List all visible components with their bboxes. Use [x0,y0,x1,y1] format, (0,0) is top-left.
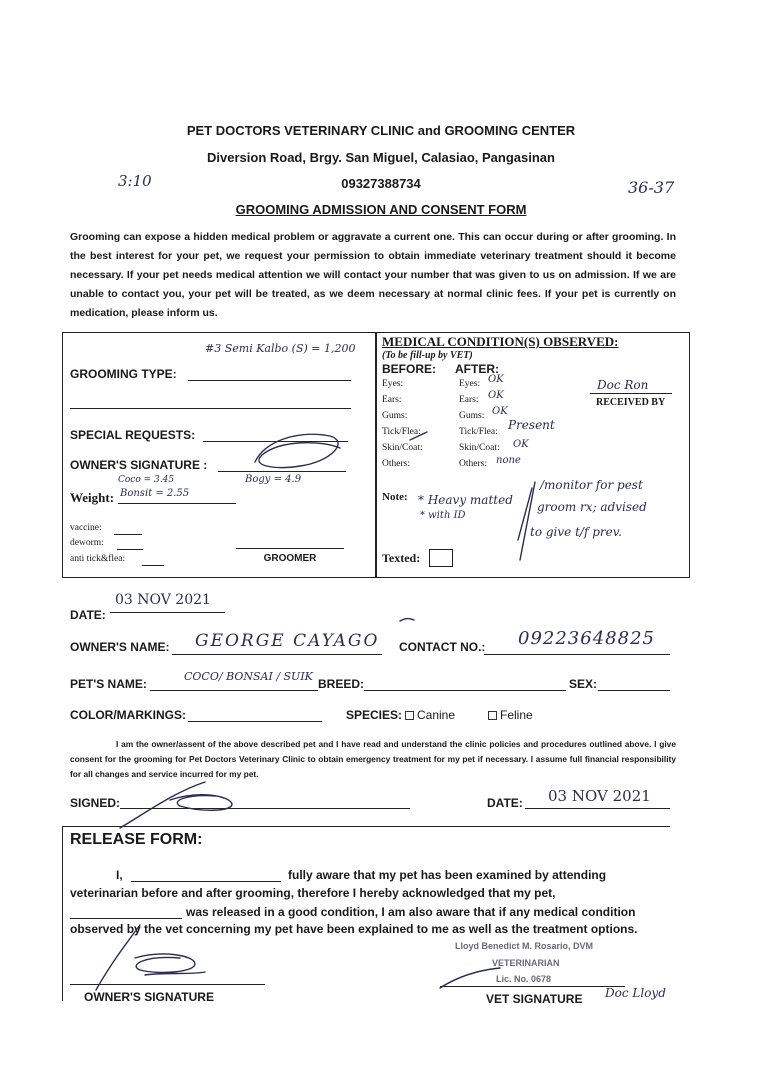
weight-label: Weight: [70,490,115,505]
vet-stamp-line1: Lloyd Benedict M. Rosario, DVM [455,941,594,951]
before-eyes: Eyes: [382,379,404,389]
note-label: Note: [382,491,408,503]
after-gums: Gums: [459,411,485,421]
pet-name-label: PET'S NAME: [70,677,147,691]
clinic-name: PET DOCTORS VETERINARY CLINIC and GROOMING CENTER [186,123,576,138]
note-value-5: to give t/f prev. [530,525,622,539]
after-others: Others: [459,459,487,469]
after-tickflea-value: Present [508,418,555,432]
margin-note-left: 3:10 [118,172,152,190]
owner-signature-scribble [255,434,340,467]
before-tickflea: Tick/Flea: [382,427,421,437]
after-ears: Ears: [459,395,479,405]
after-skincoat: Skin/Coat: [459,443,500,453]
signed-label: SIGNED: [70,796,121,810]
consent-paragraph: I am the owner/assent of the above described pet and I have read and understand the clinic policies and procedures outlined above. I give consent for the grooming for Pet Doctors Veterinary Clinic to obtain emergency treatment for my pet if necessary. I assume full financial responsibility for all changes and service incurred for my pet. [70,739,676,779]
margin-note-right: 36-37 [628,178,675,197]
before-others: Others: [382,459,410,469]
weight-value-1: Coco = 3.45 [118,475,175,485]
note-value-3: /monitor for pest [540,478,643,492]
clinic-phone: 09327388734 [341,176,421,191]
release-line4: observed by the vet concerning my pet have been explained to me as well as the treatment options. [70,922,638,936]
after-label: AFTER: [455,362,499,376]
weight-value-3: Bogy = 4.9 [245,474,302,485]
before-ears: Ears: [382,395,402,405]
vet-signature-label: VET SIGNATURE [486,992,583,1006]
texted-label: Texted: [382,551,421,565]
owner-name-dash [400,619,414,621]
intro-paragraph: Grooming can expose a hidden medical problem or aggravate a current one. This can occur during or after grooming. In the best interest for your pet, we request your permission to obtain immediate veterinary treatment should it become necessary. If your pet needs medical attention we will contact your number that was given to us on admission. If we are unable to contact you, your pet will be treated, as we deem necessary at normal clinic fees. If your pet is currently on medication, please inform us. [70,231,676,319]
vet-stamp-line3: Lic. No. 0678 [496,974,552,984]
note-value-4: groom rx; advised [537,500,647,514]
tick-flea-dash [410,432,427,440]
before-label: BEFORE: [382,362,436,376]
release-line3-suffix: was released in a good condition, I am also aware that if any medical condition [186,905,636,919]
after-ears-value: OK [488,390,504,401]
after-skincoat-value: OK [513,439,529,450]
note-value-2: * with ID [420,510,466,521]
release-line2: veterinarian before and after grooming, therefore I hereby acknowledged that my pet, [70,886,556,900]
contact-value: 09223648825 [518,628,655,649]
feline-label: Feline [500,708,533,722]
vet-stamp-scribble [440,968,500,988]
before-gums: Gums: [382,411,408,421]
release-line1-suffix: fully aware that my pet has been examined by attending [288,868,607,882]
owner-name-value: GEORGE CAYAGO [195,631,380,651]
received-by-value: Doc Ron [597,378,649,392]
before-skincoat: Skin/Coat: [382,443,423,453]
medical-subtitle: (To be fill-up by VET) [382,350,473,361]
form-title: GROOMING ADMISSION AND CONSENT FORM [235,202,527,217]
breed-label: BREED: [318,677,365,691]
grooming-type-value: #3 Semi Kalbo (S) = 1,200 [205,342,356,355]
release-title: RELEASE FORM: [70,831,203,848]
owner-signature-label: OWNER'S SIGNATURE : [70,458,208,472]
received-by-label: RECEIVED BY [596,397,666,408]
date-value: 03 NOV 2021 [115,592,211,608]
sex-label: SEX: [569,677,598,691]
after-tickflea: Tick/Flea: [459,427,498,437]
date2-value: 03 NOV 2021 [548,787,651,805]
date2-label: DATE: [487,796,523,810]
pet-name-value: COCO/ BONSAI / SUIK [184,670,313,683]
groomer-label: GROOMER [263,553,317,564]
weight-value-2: Bonsit = 2.55 [120,488,190,499]
note-divider-stroke-1 [520,482,535,560]
antitick-label: anti tick&flea: [70,554,126,564]
date-label: DATE: [70,608,106,622]
vaccine-label: vaccine: [70,523,102,533]
owner-name-label: OWNER'S NAME: [70,640,170,654]
note-value-1: * Heavy matted [418,493,513,507]
special-requests-label: SPECIAL REQUESTS: [70,428,196,442]
species-label: SPECIES: [346,708,403,722]
clinic-address: Diversion Road, Brgy. San Miguel, Calasiao, Pangasinan [207,150,555,165]
after-eyes: Eyes: [459,379,481,389]
vet-signature-value: Doc Lloyd [605,986,666,1000]
after-gums-value: OK [492,406,508,417]
owner-signature-release-label: OWNER'S SIGNATURE [84,990,214,1004]
deworm-label: deworm: [70,538,104,548]
after-eyes-value: OK [488,374,504,385]
vet-stamp-line2: VETERINARIAN [492,958,560,968]
release-owner-scribble [96,925,205,990]
after-others-value: none [496,455,521,466]
signed-scribble [120,782,232,828]
medical-title: MEDICAL CONDITION(S) OBSERVED: [382,334,619,349]
canine-label: Canine [417,708,456,722]
color-label: COLOR/MARKINGS: [70,708,186,722]
grooming-type-label: GROOMING TYPE: [70,367,177,381]
release-line1-prefix: I, [116,868,123,882]
contact-label: CONTACT NO.: [399,640,486,654]
